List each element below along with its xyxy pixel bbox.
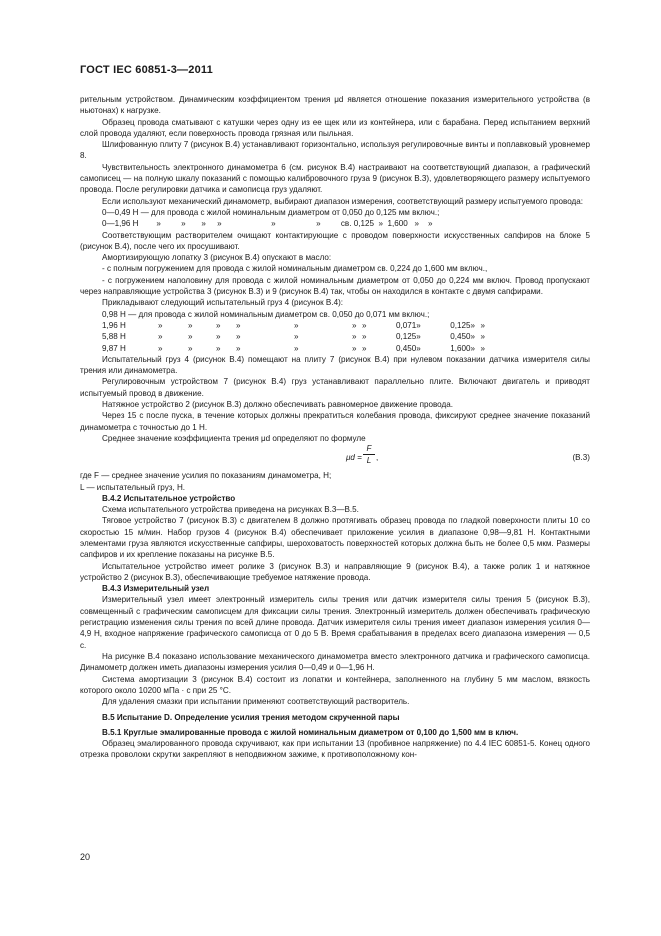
table-cell: »	[158, 343, 163, 353]
paragraph: Тяговое устройство 7 (рисунок В.3) с двигателем 8 должно протягивать образец провода по гладкой поверхности плиты 10 со скоростью 15 м/мин. Набор грузов 4 (рисунок В.4) обеспечивает приложение усилия в диапазоне 0,98—9,81 Н. Контактными элементами груза являются искусственные сапфиры, шероховатость поверхностей которых должна быть не более 0,5 мкм. Размеры сапфиров и их крепление показаны на рисунке В.5.	[80, 516, 590, 560]
formula-legend: где F — среднее значение усилия по показаниям динамометра, Н;	[80, 471, 332, 481]
table-cell: 0,125	[450, 320, 471, 330]
paragraph: Шлифованную плиту 7 (рисунок В.4) устанавливают горизонтально, используя регулировочные винты и поплавковый уровнемер 8.	[80, 140, 590, 161]
table-cell: »	[188, 320, 193, 330]
formula-lhs: μd =	[346, 453, 362, 463]
table-row	[102, 331, 491, 342]
paragraph: Испытательное устройство имеет ролике 3 (рисунок В.3) и направляющие 9 (рисунок В.4), а также ролик 1 и натяжное устройство 2 (рисунок В.3), обеспечивающие требуемое натяжение провода.	[80, 561, 590, 582]
table-cell: 0,450	[396, 343, 417, 353]
document-body	[80, 94, 590, 761]
paragraph: Система амортизации 3 (рисунок В.4) состоит из лопатки и контейнера, заполненного на глубину 5 мм маслом, вязкость которого около 10200 мПа · с при 25 °С.	[80, 674, 590, 695]
table-cell: »	[362, 320, 367, 330]
paragraph: Через 15 с после пуска, в течение которых должны прекратиться колебания провода, фиксируют среднее значение показаний динамометра с точностью до 1 Н.	[80, 411, 590, 432]
table-cell: »	[470, 332, 476, 342]
document-header: ГОСТ IEC 60851-3—2011	[80, 64, 213, 76]
table-cell: »	[236, 343, 241, 353]
formula-number: (В.3)	[572, 453, 590, 463]
page-number: 20	[80, 852, 91, 862]
table-cell: »	[352, 320, 357, 330]
table-cell: 0,071	[396, 320, 417, 330]
table-cell: »	[236, 320, 241, 330]
table-cell: »	[480, 320, 486, 330]
table-cell: »	[362, 343, 367, 353]
paragraph: Натяжное устройство 2 (рисунок В.3) должно обеспечивать равномерное движение провода.	[102, 400, 453, 410]
list-item: - с погружением наполовину для провода с жилой номинальным диаметром от 0,050 до 0,224 мм включ. Провод пропускают через направляющие устройства 3 (рисунок В.3) и 9 (рисунок В.4) так, чтобы он находился в контакте с двумя сапфирами.	[80, 275, 590, 297]
table-cell: »	[416, 343, 421, 353]
table-cell: »	[416, 320, 421, 330]
list-item: - с полным погружением для провода с жилой номинальным диаметром св. 0,224 до 1,600 мм включ.,	[102, 264, 488, 274]
paragraph: Для удаления смазки при испытании применяют соответствующий растворитель.	[102, 697, 410, 707]
table-cell: 1,600	[450, 343, 471, 353]
paragraph: Если используют механический динамометр, выбирают диапазон измерения, соответствующий размеру испытуемого провода:	[102, 196, 584, 206]
paragraph: Образец эмалированного провода скручивают, как при испытании 13 (пробивное напряжение) по 4.4 IEC 60851-5. Конец одного отрезка проволоки скрутки закрепляют в неподвижном зажиме, к противоположному кон-	[80, 739, 590, 760]
table-cell: »	[188, 332, 193, 342]
paragraph: Измерительный узел имеет электронный измеритель силы трения или датчик измерителя силы трения 5 (рисунок В.3), совмещенный с графическим самописцем для фиксации силы трения. Электронный измеритель должен обеспечивать графическую регистрацию изменения силы трения по всей длине провода. Датчик измерителя силы трения имеет диапазон измерения усилия 0—4,9 Н, входное напряжение графического самописца от 0 до 5 В. Время срабатывания в пределах всего диапазона измерения — 0,5 с.	[80, 595, 590, 650]
table-cell: »	[294, 343, 299, 353]
table-cell: »	[362, 332, 367, 342]
section-heading: В.5 Испытание D. Определение усилия трения методом скрученной пары	[102, 713, 400, 723]
table-row	[102, 343, 491, 354]
table-cell: 0,125	[396, 332, 417, 342]
table-cell: »	[158, 320, 163, 330]
table-cell: »	[188, 343, 193, 353]
paragraph: Соответствующим растворителем очищают контактирующие с проводом поверхности искусственных сапфиров на блоке 5 (рисунок В.4), после чего их просушивают.	[80, 230, 590, 251]
paragraph: Испытательный груз 4 (рисунок В.4) помещают на плиту 7 (рисунок В.4) при нулевом показании датчика измерителя силы трения или динамометра.	[80, 354, 590, 376]
paragraph: Амортизирующую лопатку 3 (рисунок В.4) опускают в масло:	[102, 253, 332, 263]
table-cell: »	[294, 320, 299, 330]
table-cell: »	[294, 332, 299, 342]
table-cell: »	[216, 320, 221, 330]
paragraph: На рисунке В.4 показано использование механического динамометра вместо электронного датчика и графического самописца. Динамометр должен иметь диапазоны измерения усилия 0—0,49 и 0—1,96 Н.	[80, 651, 590, 673]
paragraph: Чувствительность электронного динамометра 6 (см. рисунок В.4) настраивают на соответствующий диапазон, а графический самописец — на полную шкалу показаний с помощью калибровочного груза 9 (рисунок В.3), удовлетворяющего размеру испытуемого провода. После регулировки датчика и самописца груз удаляют.	[80, 162, 590, 195]
paragraph: Регулировочным устройством 7 (рисунок В.4) груз устанавливают параллельно плите. Включают двигатель и приводят испытуемый провод в движение.	[80, 377, 590, 398]
table-cell: 1,96 Н	[102, 320, 126, 330]
weight-line: 0,98 Н — для провода с жилой номинальным диаметром св. 0,050 до 0,071 мм включ.;	[102, 309, 430, 319]
table-cell: »	[236, 332, 241, 342]
table-cell: »	[470, 320, 476, 330]
paragraph: рительным устройством. Динамическим коэффициентом трения μd является отношение показания измерительного устройства (в ньютонах) к нагрузке.	[80, 95, 590, 116]
paragraph: Среднее значение коэффициента трения μd определяют по формуле	[102, 433, 366, 443]
formula-comma: ,	[376, 453, 379, 463]
range-line: 0—0,49 Н — для провода с жилой номинальным диаметром от 0,050 до 0,125 мм включ.;	[102, 207, 440, 217]
table-cell: »	[216, 332, 221, 342]
paragraph: Образец провода сматывают с катушки через одну из ее щек или из контейнера, или с барабана. Перед испытанием верхний слой провода удаляют, если поверхность провода грязная или пыльная.	[80, 117, 590, 138]
section-heading: В.5.1 Круглые эмалированные провода с жилой номинальным диаметром от 0,100 до 1,500 мм в ключ.	[102, 727, 519, 737]
table-cell: »	[352, 343, 357, 353]
weights-table	[102, 320, 491, 354]
paragraph: Прикладывают следующий испытательный груз 4 (рисунок В.4):	[102, 298, 344, 308]
formula-numerator: F	[363, 444, 375, 455]
table-row	[102, 320, 491, 331]
formula-denominator: L	[366, 456, 372, 466]
table-cell: »	[158, 332, 163, 342]
table-cell: »	[470, 343, 476, 353]
table-cell: »	[480, 332, 486, 342]
table-cell: »	[216, 343, 221, 353]
paragraph: Схема испытательного устройства приведена на рисунках В.3—В.5.	[102, 505, 359, 515]
section-heading: В.4.2 Испытательное устройство	[102, 493, 236, 503]
table-cell: »	[480, 343, 486, 353]
formula-legend: L — испытательный груз, Н.	[80, 482, 186, 492]
range-line: 0—1,96 Н » » » » » » св. 0,125 » 1,600 » »	[102, 219, 433, 229]
table-cell: 9,87 Н	[102, 343, 126, 353]
section-heading: В.4.3 Измерительный узел	[102, 584, 210, 594]
table-cell: »	[416, 332, 421, 342]
formula-b3	[80, 444, 590, 470]
formula-fraction	[363, 444, 375, 466]
table-cell: »	[352, 332, 357, 342]
table-cell: 5,88 Н	[102, 332, 126, 342]
table-cell: 0,450	[450, 332, 471, 342]
